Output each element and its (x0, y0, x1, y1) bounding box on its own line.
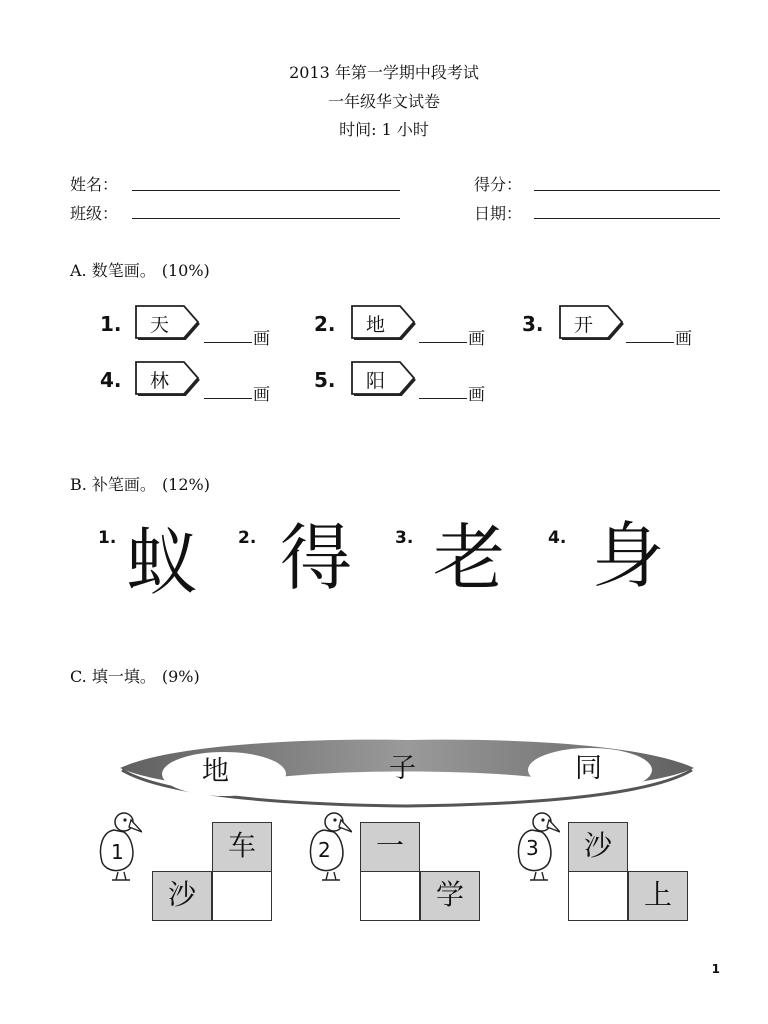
incomplete-char[interactable]: 蚁 (126, 520, 199, 604)
item-number: 1. (98, 528, 117, 548)
incomplete-char[interactable]: 身 (592, 514, 665, 598)
item-number: 2. (238, 528, 257, 548)
puzzle-answer-cell[interactable] (212, 871, 272, 921)
puzzle-char: 上 (643, 878, 672, 911)
exam-subtitle: 一年级华文试卷 (327, 92, 440, 111)
name-field[interactable] (132, 190, 400, 191)
incomplete-char[interactable]: 得 (280, 516, 353, 600)
date-field[interactable] (534, 218, 720, 219)
section-a-heading: A. 数笔画。 (10%) (70, 261, 210, 280)
puzzle-cell (628, 871, 688, 921)
puzzle-char: 车 (227, 829, 256, 862)
unit-label: 画 (468, 385, 485, 405)
exam-duration: 时间: 1 小时 (339, 120, 429, 139)
answer-blank[interactable] (204, 342, 252, 343)
puzzle-char: 学 (435, 878, 464, 911)
puzzle-cell (420, 871, 480, 921)
score-label: 得分： (474, 175, 523, 194)
stroke-char: 林 (150, 370, 170, 392)
score-field[interactable] (534, 190, 720, 191)
puzzle-number: 3 (526, 836, 539, 860)
page-number: 1 (711, 962, 720, 976)
puzzle-cell (212, 822, 272, 872)
item-number: 4. (548, 528, 567, 548)
puzzle-answer-cell[interactable] (568, 871, 628, 921)
item-number: 4. (100, 368, 122, 392)
unit-label: 画 (253, 385, 270, 405)
answer-blank[interactable] (626, 342, 674, 343)
puzzle-cell (568, 822, 628, 872)
item-number: 5. (314, 368, 336, 392)
puzzle-char: 沙 (583, 829, 612, 862)
answer-blank[interactable] (419, 398, 467, 399)
answer-blank[interactable] (419, 342, 467, 343)
stroke-char: 天 (150, 314, 170, 336)
stroke-char: 地 (366, 314, 386, 336)
item-number: 1. (100, 312, 122, 336)
puzzle-number: 1 (111, 840, 124, 864)
date-label: 日期： (474, 204, 523, 223)
unit-label: 画 (253, 329, 270, 349)
puzzle-char: 一 (375, 829, 404, 862)
puzzle-answer-cell[interactable] (360, 871, 420, 921)
puzzle-number: 2 (318, 838, 331, 862)
puzzle-cell (360, 822, 420, 872)
item-number: 2. (314, 312, 336, 336)
stroke-char: 阳 (366, 370, 386, 392)
section-b-heading: B. 补笔画。 (12%) (70, 475, 210, 494)
section-c-heading: C. 填一填。 (9%) (70, 667, 200, 686)
item-number: 3. (395, 528, 414, 548)
word-bank-item: 子 (389, 753, 416, 784)
exam-title: 2013 年第一学期中段考试 (289, 63, 479, 82)
word-bank-item: 地 (202, 756, 229, 787)
stroke-char: 开 (574, 314, 594, 336)
class-label: 班级： (70, 204, 119, 223)
puzzle-char: 沙 (167, 878, 196, 911)
word-bank-item: 同 (575, 753, 602, 784)
answer-blank[interactable] (204, 398, 252, 399)
class-field[interactable] (132, 218, 400, 219)
unit-label: 画 (468, 329, 485, 349)
name-label: 姓名： (70, 175, 119, 194)
puzzle-cell (152, 871, 212, 921)
item-number: 3. (522, 312, 544, 336)
unit-label: 画 (675, 329, 692, 349)
incomplete-char[interactable]: 老 (433, 516, 506, 600)
